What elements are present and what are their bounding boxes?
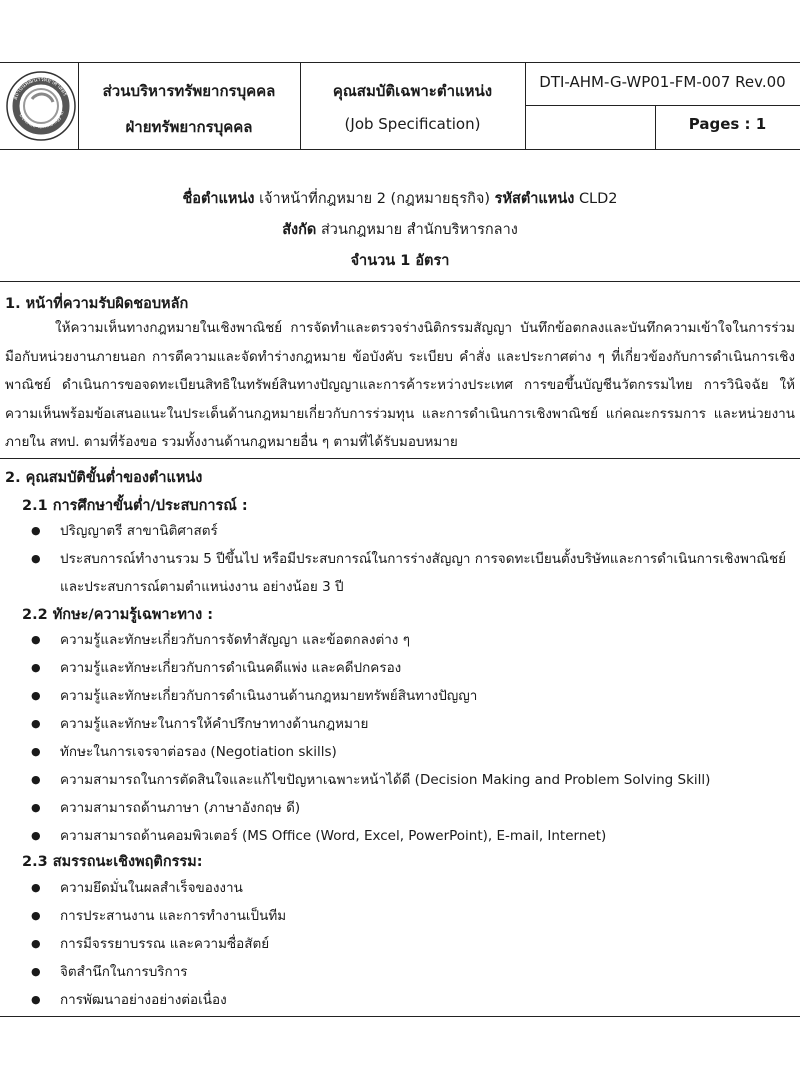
department-line-1: ส่วนบริหารทรัพยากรบุคคล (102, 82, 276, 100)
divider (0, 281, 800, 282)
position-name-line (0, 187, 800, 210)
list-item: ● ความรู้และทักษะเกี่ยวกับการจัดทำสัญญา และข้อตกลงต่าง ๆ (60, 626, 795, 654)
doc-title-english: (Job Specification) (344, 115, 481, 133)
list-item: ● ความสามารถในการตัดสินใจและแก้ไขปัญหาเฉพาะหน้าได้ดี (Decision Making and Problem Solving Skill) (60, 766, 795, 794)
list-item: ● ความสามารถด้านคอมพิวเตอร์ (MS Office (Word, Excel, PowerPoint), E-mail, Internet) (60, 822, 795, 850)
section-1-body: ให้ความเห็นทางกฎหมายในเชิงพาณิชย์ การจัดทำและตรวจร่างนิติกรรมสัญญา บันทึกข้อตกลงและบันทึกความเข้าใจในการร่วมมือกับหน่วยงานภายนอก การตีความและจัดทำร่างกฎหมาย ข้อบังคับ ระเบียบ คำสั่ง และประกาศต่าง ๆ ที่เกี่ยวข้องกับการดำเนินการเชิงพาณิชย์ ดำเนินการขอจดทะเบียนสิทธิในทรัพย์สินทางปัญญาและการค้าระหว่างประเทศ การขอขึ้นบัญชีนวัตกรรมไทย การวินิจฉัย ให้ความเห็นพร้อมข้อเสนอแนะในประเด็นด้านกฎหมายเกี่ยวกับการร่วมทุน และการดำเนินการเชิงพาณิชย์ แก่คณะกรรมการ และหน่วยงานภายใน สทป. ตามที่ร้องขอ รวมทั้งงานด้านกฎหมายอื่น ๆ ตามที่ได้รับมอบหมาย (5, 320, 795, 450)
divider (0, 458, 800, 459)
position-name-value: เจ้าหน้าที่กฎหมาย 2 (กฎหมายธุรกิจ) (259, 191, 491, 207)
list-item: ● ความรู้และทักษะเกี่ยวกับการดำเนินคดีแพ่ง และคดีปกครอง (60, 654, 795, 682)
affiliation-label: สังกัด (282, 222, 317, 238)
section-2-1-heading: 2.1 การศึกษาขั้นต่ำ/ประสบการณ์ : (22, 498, 248, 514)
section-2-heading: 2. คุณสมบัติขั้นต่ำของตำแหน่ง (5, 470, 203, 486)
position-name-label: ชื่อตำแหน่ง (182, 191, 255, 207)
affiliation-line (0, 218, 800, 241)
affiliation-value: ส่วนกฎหมาย สำนักบริหารกลาง (320, 222, 518, 238)
position-code-label: รหัสตำแหน่ง (494, 191, 575, 207)
list-item: ● การมีจรรยาบรรณ และความซื่อสัตย์ (60, 930, 795, 958)
list-item: ● ปริญญาตรี สาขานิติศาสตร์ (60, 517, 795, 545)
list-item: ● การพัฒนาอย่างอย่างต่อเนื่อง (60, 986, 795, 1014)
position-quantity: จำนวน 1 อัตรา (350, 253, 450, 269)
list-item: ● ทักษะในการเจรจาต่อรอง (Negotiation skills) (60, 738, 795, 766)
department-line-2: ฝ่ายทรัพยากรบุคคล (125, 118, 253, 136)
organization-logo (4, 69, 78, 143)
section-2-2-heading: 2.2 ทักษะ/ความรู้เฉพาะทาง : (22, 607, 213, 623)
list-item: ● การประสานงาน และการทำงานเป็นทีม (60, 902, 795, 930)
list-item: ● ความสามารถด้านภาษา (ภาษาอังกฤษ ดี) (60, 794, 795, 822)
logo-text-top: สถาบันพัฒนาวิทยาศาสตร์ (12, 76, 68, 101)
document-header (0, 62, 800, 150)
doc-title-thai: คุณสมบัติเฉพาะตำแหน่ง (332, 82, 493, 100)
list-item: ● ความรู้และทักษะเกี่ยวกับการดำเนินงานด้านกฎหมายทรัพย์สินทางปัญญา (60, 682, 795, 710)
section-1-heading: 1. หน้าที่ความรับผิดชอบหลัก (5, 296, 189, 312)
page-count: Pages : 1 (688, 115, 767, 133)
document-code: DTI-AHM-G-WP01-FM-007 Rev.00 (539, 73, 786, 91)
position-code-value: CLD2 (578, 191, 618, 207)
section-2-3-heading: 2.3 สมรรถนะเชิงพฤติกรรม: (22, 854, 203, 870)
divider (0, 1016, 800, 1017)
list-item: ● ความยึดมั่นในผลสำเร็จของงาน (60, 874, 795, 902)
list-item: ● ประสบการณ์ทำงานรวม 5 ปีขึ้นไป หรือมีประสบการณ์ในการร่างสัญญา การจดทะเบียนตั้งบริษัทและการดำเนินการเชิงพาณิชย์ และประสบการณ์ตามตำแหน่งงาน อย่างน้อย 3 ปี (60, 545, 795, 601)
logo-text-bottom: Defence Technology In (17, 110, 66, 131)
list-item: ● จิตสำนึกในการบริการ (60, 958, 795, 986)
list-item: ● ความรู้และทักษะในการให้คำปรึกษาทางด้านกฎหมาย (60, 710, 795, 738)
